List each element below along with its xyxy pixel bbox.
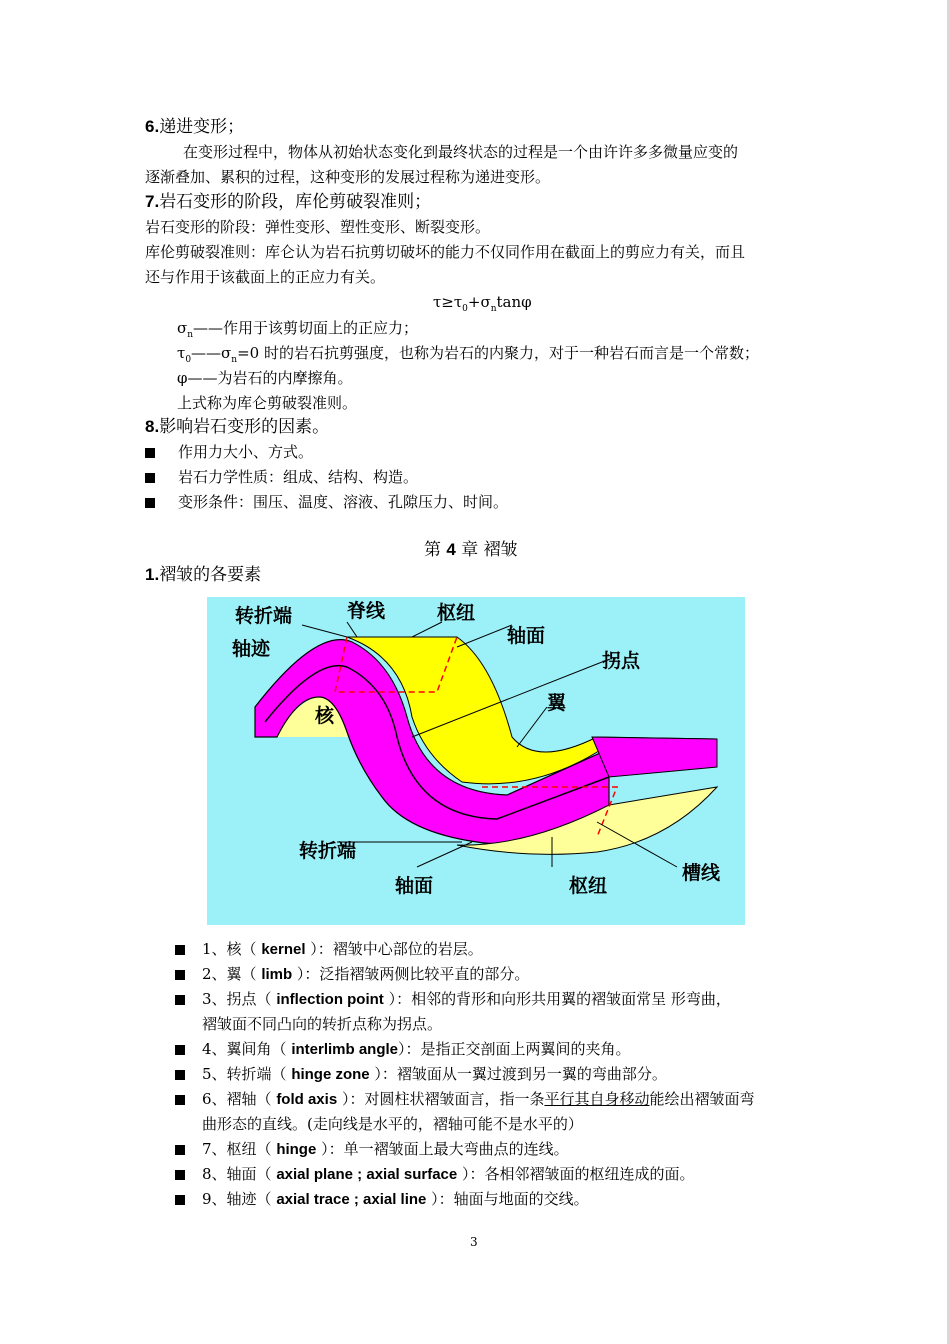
bullet-square-icon xyxy=(175,1045,185,1055)
section-8-item: 作用力大小、方式。 xyxy=(145,445,313,460)
coulomb-criterion-line2: 还与作用于该截面上的正应力有关。 xyxy=(145,268,386,286)
term-item: 5、转折端（ hinge zone ）：褶皱面从一翼过渡到另一翼的弯曲部分。 xyxy=(175,1067,667,1082)
term-item: 9、轴迹（ axial trace ; axial line ）：轴面与地面的交线。 xyxy=(175,1192,589,1207)
coulomb-formula: $\tau\ge\tau_0+\sigma_n\tan\varphi$ xyxy=(433,293,532,314)
section-6-paragraph-line2: 逐渐叠加、累积的过程，这种变形的发展过程称为递进变形。 xyxy=(145,168,551,186)
chapter-title: 第 4 章 褶皱 xyxy=(424,540,518,560)
bullet-square-icon xyxy=(175,1170,185,1180)
section-7-heading: 7.岩石变形的阶段，库伦剪破裂准则； xyxy=(145,192,432,212)
term-item: 6、褶轴（ fold axis ）：对圆柱状褶皱面言，指一条平行其自身移动能绘出褶皱面弯 xyxy=(175,1092,754,1107)
page-number: 3 xyxy=(470,1235,478,1249)
bullet-square-icon xyxy=(145,473,155,483)
coulomb-summary: 上式称为库仑剪破裂准则。 xyxy=(177,394,358,412)
bullet-square-icon xyxy=(175,945,185,955)
label-axial-trace: 轴迹 xyxy=(232,638,271,660)
label-hinge-zone-top: 转折端 xyxy=(235,605,293,627)
section-6-paragraph-line1: 在变形过程中，物体从初始状态变化到最终状态的过程是一个由许许多多微量应变的 xyxy=(183,143,739,161)
term-item: 1、核（ kernel ）：褶皱中心部位的岩层。 xyxy=(175,942,483,957)
definition-tau-0: $\tau_0——\sigma_n=0$ 时的岩石抗剪强度，也称为岩石的内聚力，对于一种岩石而言是一个常数； xyxy=(177,344,759,365)
section-1-heading: 1.褶皱的各要素 xyxy=(145,565,262,585)
label-inflection-point: 拐点 xyxy=(602,650,641,672)
bullet-square-icon xyxy=(175,1195,185,1205)
bullet-square-icon xyxy=(175,1145,185,1155)
label-axial-plane-top: 轴面 xyxy=(507,625,546,647)
term-item: 3、拐点（ inflection point ）：相邻的背形和向形共用翼的褶皱面常呈 形弯曲， xyxy=(175,992,731,1007)
section-8-item: 变形条件：围压、温度、溶液、孔隙压力、时间。 xyxy=(145,495,508,510)
definition-sigma-n: $\sigma_n——$作用于该剪切面上的正应力； xyxy=(177,319,419,340)
coulomb-criterion-line1: 库伦剪破裂准则：库仑认为岩石抗剪切破坏的能力不仅同作用在截面上的剪应力有关，而且 xyxy=(145,243,746,261)
rock-deformation-stages: 岩石变形的阶段：弹性变形、塑性变形、断裂变形。 xyxy=(145,218,491,236)
label-hinge-bottom: 枢纽 xyxy=(569,875,608,897)
label-trough-line: 槽线 xyxy=(682,862,721,884)
label-axial-plane-bottom: 轴面 xyxy=(395,875,434,897)
label-hinge-top: 枢纽 xyxy=(437,602,476,624)
label-hinge-zone-bottom: 转折端 xyxy=(299,840,357,862)
label-crest-line: 脊线 xyxy=(347,600,386,622)
bullet-square-icon xyxy=(175,995,185,1005)
label-limb: 翼 xyxy=(547,692,567,714)
term-item: 8、轴面（ axial plane ; axial surface ）：各相邻褶皱面的枢纽连成的面。 xyxy=(175,1167,695,1182)
definition-phi: φ——为岩石的内摩擦角。 xyxy=(177,369,353,387)
bullet-square-icon xyxy=(145,498,155,508)
term-item-continuation: 曲形态的直线。(走向线是水平的，褶轴可能不是水平的） xyxy=(202,1115,583,1133)
term-item-continuation: 褶皱面不同凸向的转折点称为拐点。 xyxy=(202,1015,443,1033)
term-item: 7、枢纽（ hinge ）：单一褶皱面上最大弯曲点的连线。 xyxy=(175,1142,569,1157)
term-item: 2、翼（ limb ）：泛指褶皱两侧比较平直的部分。 xyxy=(175,967,529,982)
bullet-square-icon xyxy=(175,970,185,980)
bullet-square-icon xyxy=(145,448,155,458)
section-8-heading: 8.影响岩石变形的因素。 xyxy=(145,417,330,437)
section-8-item: 岩石力学性质：组成、结构、构造。 xyxy=(145,470,418,485)
bullet-square-icon xyxy=(175,1095,185,1105)
term-item: 4、翼间角（ interlimb angle）：是指正交剖面上两翼间的夹角。 xyxy=(175,1042,631,1057)
fold-elements-figure xyxy=(207,597,745,925)
label-core: 核 xyxy=(315,705,335,727)
bullet-square-icon xyxy=(175,1070,185,1080)
section-6-heading: 6.递进变形； xyxy=(145,117,245,137)
